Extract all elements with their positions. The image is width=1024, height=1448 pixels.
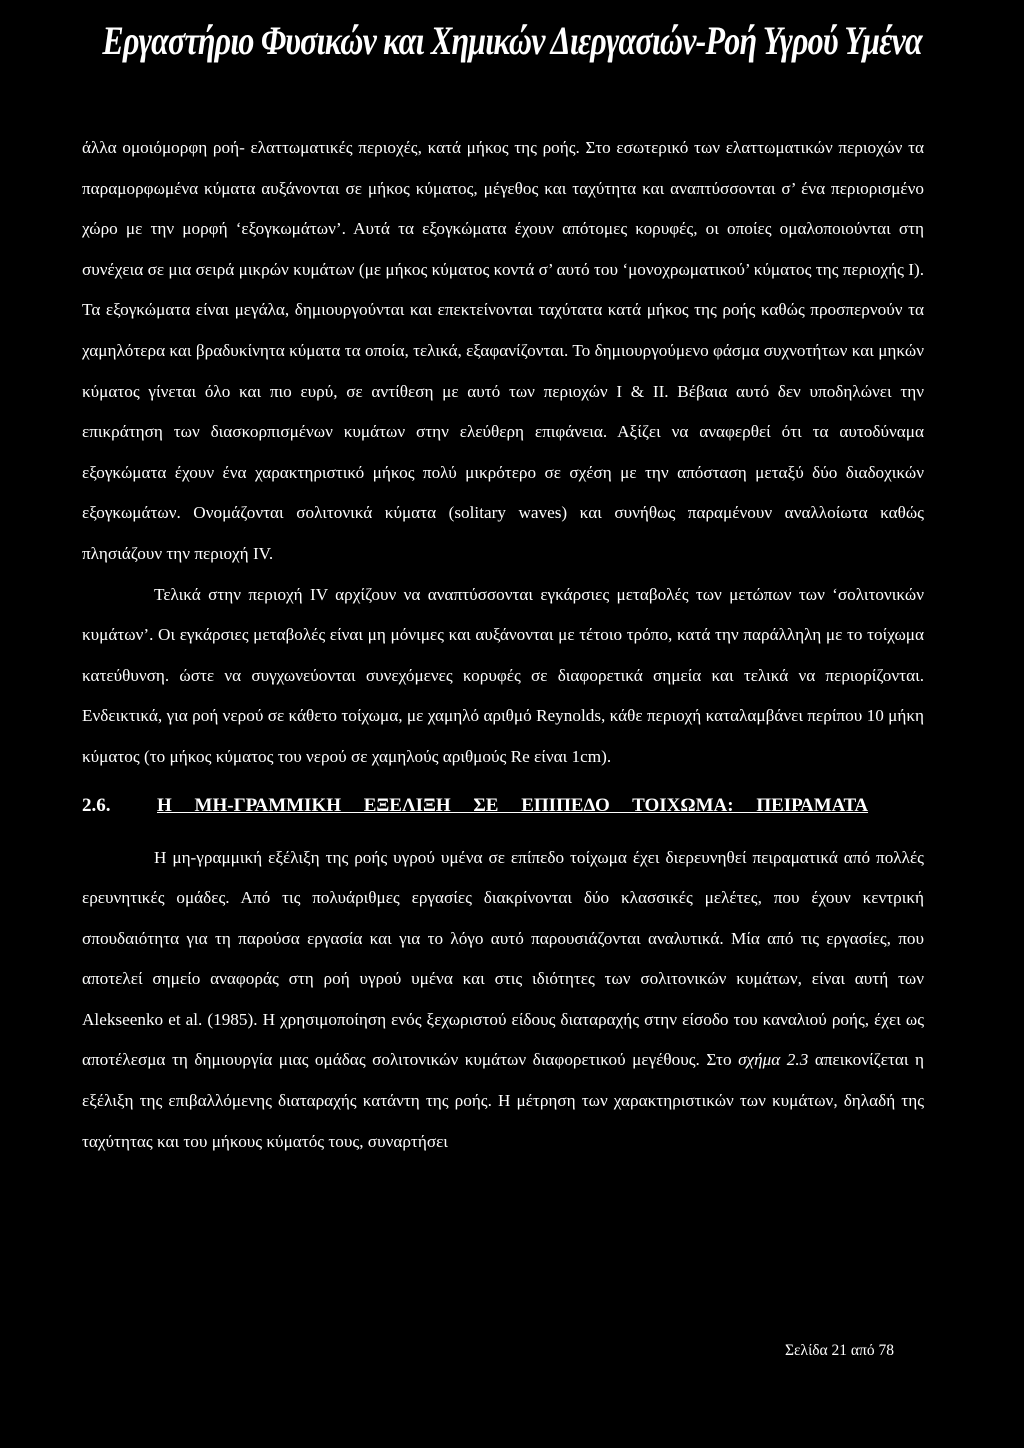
paragraph-experiments-part-a: Η μη-γραμμική εξέλιξη της ροής υγρού υμένα σε επίπεδο τοίχωμα έχει διερευνηθεί πειραματικά από πολλές ερευνητικές ομάδες. Από τις πολυάριθμες εργασίες διακρίνονται δύο κλασσικές μελέτες, που έχουν κεντρική σπουδαιότητα για τη παρούσα εργασία και για το λόγο αυτό παρουσιάζονται αναλυτικά. Μία από τις εργασίες, που αποτελεί σημείο αναφοράς στη ροή υγρού υμένα και στις ιδιότητες των σολιτονικών κυμάτων, είναι αυτή των Alekseenko et al. (1985). Η χρησιμοποίηση ενός ξεχωριστού είδους διαταραχής στην είσοδο του καναλιού ροής, έχει ως αποτέλεσμα τη δημιουργία μιας ομάδας σολιτονικών κυμάτων διαφορετικού μεγέθους. Στο xyxy=(82,847,924,1070)
section-title: Η ΜΗ-ΓΡΑΜΜΙΚΗ ΕΞΕΛΙΞΗ ΣΕ ΕΠΙΠΕΔΟ ΤΟΙΧΩΜΑ: ΠΕΙΡΑΜΑΤΑ xyxy=(157,794,869,816)
paragraph-regions-description: άλλα ομοιόμορφη ροή- ελαττωματικές περιοχές, κατά μήκος της ροής. Στο εσωτερικό των ελαττωματικών περιοχών τα παραμορφωμένα κύματα αυξάνονται σε μήκος κύματος, μέγεθος και ταχύτητα και αναπτύσσονται σ’ ένα περιορισμένο χώρο με την μορφή ‘εξογκωμάτων’. Αυτά τα εξογκώματα έχουν απότομες κορυφές, οι οποίες ομαλοποιούνται στη συνέχεια σε μια σειρά μικρών κυμάτων (με μήκος κύματος κοντά σ’ αυτό του ‘μονοχρωματικού’ κύματος της περιοχής Ι). Τα εξογκώματα είναι μεγάλα, δημιουργούνται και επεκτείνονται ταχύτατα κατά μήκος της ροής καθώς προσπερνούν τα χαμηλότερα και βραδυκίνητα κύματα τα οποία, τελικά, εξαφανίζονται. Το δημιουργούμενο φάσμα συχνοτήτων και μηκών κύματος γίνεται όλο και πιο ευρύ, σε αντίθεση με αυτό των περιοχών Ι & ΙΙ. Βέβαια αυτό δεν υποδηλώνει την επικράτηση των διασκορπισμένων κυμάτων στην ελεύθερη επιφάνεια. Αξίζει να αναφερθεί ότι τα αυτοδύναμα εξογκώματα έχουν ένα χαρακτηριστικό μήκος πολύ μικρότερο σε σχέση με την απόσταση μεταξύ δύο διαδοχικών εξογκωμάτων. Ονομάζονται σολιτονικά κύματα (solitary waves) και συνήθως παραμένουν αναλλοίωτα καθώς πλησιάζουν την περιοχή IV. xyxy=(82,138,924,563)
page-header-title: Εργαστήριο Φυσικών και Χημικών Διεργασιών-Ροή Υγρού Υμένα xyxy=(102,18,922,63)
section-number: 2.6. xyxy=(82,794,111,816)
document-body xyxy=(82,128,924,1162)
paragraph-experiments-part-b: απεικονίζεται η εξέλιξη της επιβαλλόμενης διαταραχής κατάντη της ροής. Η μέτρηση των χαρακτηριστικών των κυμάτων, δηλαδή της ταχύτητας και του μήκους κύματός τους, συναρτήσει xyxy=(82,1050,924,1151)
page-number: Σελίδα 21 από 78 xyxy=(785,1342,894,1359)
figure-reference: σχήμα 2.3 xyxy=(738,1050,809,1070)
section-heading xyxy=(82,786,924,826)
paragraph-experiments xyxy=(82,838,924,1163)
paragraph-region-four: Τελικά στην περιοχή IV αρχίζουν να αναπτύσσονται εγκάρσιες μεταβολές των μετώπων των ‘σολιτονικών κυμάτων’. Οι εγκάρσιες μεταβολές είναι μη μόνιμες και αυξάνονται με τέτοιο τρόπο, κατά την παράλληλη με το τοίχωμα κατεύθυνση. ώστε να συγχωνεύονται συνεχόμενες κορυφές σε διαφορετικά σημεία και τελικά να περιορίζονται. Ενδεικτικά, για ροή νερού σε κάθετο τοίχωμα, με χαμηλό αριθμό Reynolds, κάθε περιοχή καταλαμβάνει περίπου 10 μήκη κύματος (το μήκος κύματος του νερού σε χαμηλούς αριθμούς Re είναι 1cm). xyxy=(82,584,924,766)
